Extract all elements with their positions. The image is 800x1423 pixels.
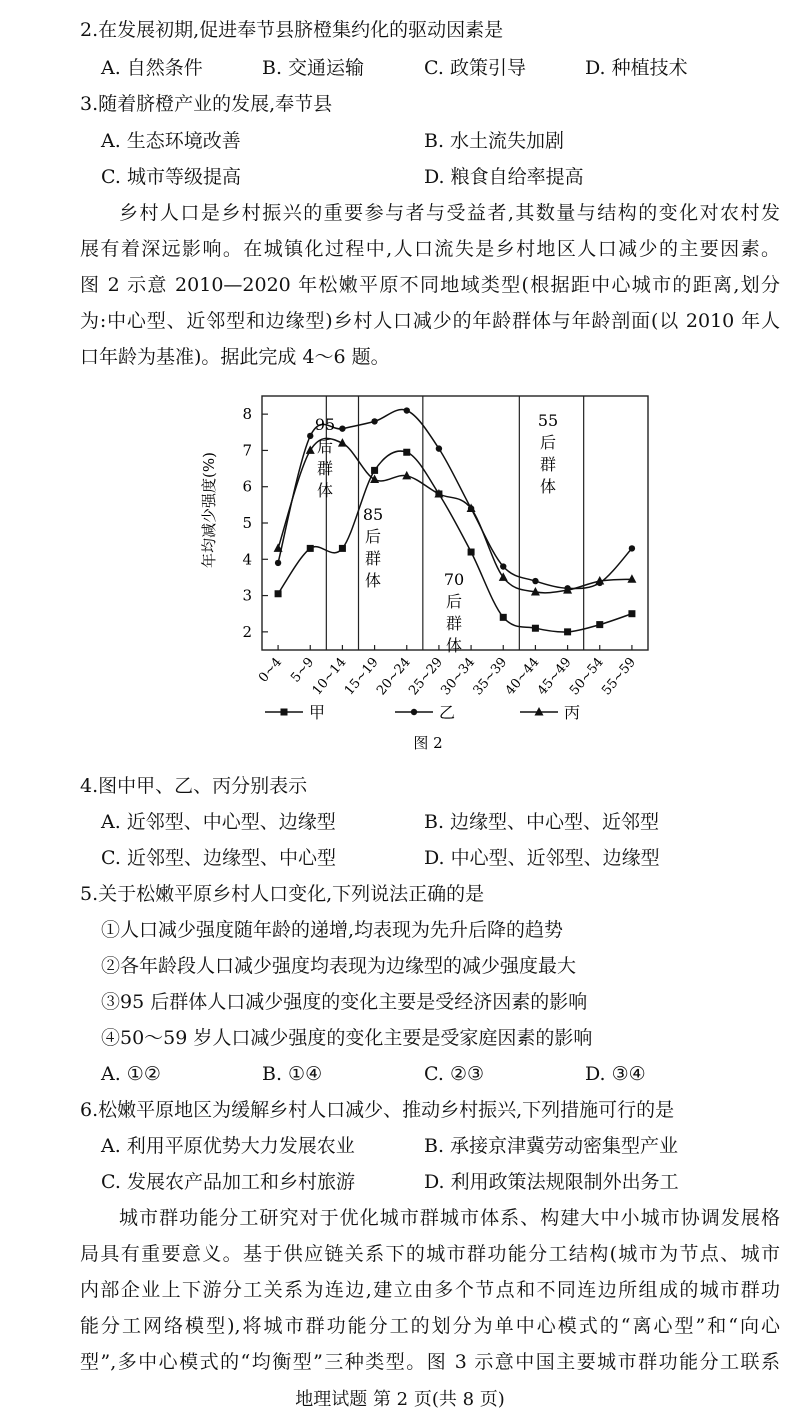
y-tick-label: 4 [242, 550, 252, 569]
q5-option-d: D. ③④ [585, 1063, 646, 1085]
q2-option-c: C. 政策引导 [424, 57, 526, 79]
q3-stem: 3.随着脐橙产业的发展,奉节县 [80, 93, 333, 115]
q4-option-a: A. 近邻型、中心型、边缘型 [101, 811, 336, 833]
x-tick-label: 25~29 [406, 654, 446, 699]
data-point-甲 [403, 449, 410, 456]
passage2-line: 城市群功能分工研究对于优化城市群城市体系、构建大中小城市协调发展格 [119, 1207, 780, 1229]
cohort-label: 95 [314, 415, 336, 434]
data-point-乙 [532, 578, 538, 584]
q3-option-d: D. 粮食自给率提高 [424, 166, 584, 188]
cohort-label: 后 [316, 437, 334, 456]
cohort-label: 85 [362, 505, 384, 524]
passage1-line: 为:中心型、近邻型和边缘型)乡村人口减少的年龄群体与年龄剖面(以 2010 年人 [80, 310, 780, 332]
q5-statement: ③95 后群体人口减少强度的变化主要是受经济因素的影响 [101, 991, 588, 1013]
data-point-甲 [532, 625, 539, 632]
q2-option-d: D. 种植技术 [585, 57, 688, 79]
data-point-甲 [628, 610, 635, 617]
data-point-乙 [629, 545, 635, 551]
data-point-乙 [436, 445, 442, 451]
q5-stem: 5.关于松嫩平原乡村人口变化,下列说法正确的是 [80, 883, 485, 905]
data-point-丙 [627, 574, 636, 583]
y-tick-label: 7 [242, 441, 252, 460]
cohort-label: 70 [443, 570, 465, 589]
x-tick-label: 15~19 [341, 654, 382, 699]
cohort-label: 群 [445, 614, 463, 633]
q5-option-c: C. ②③ [424, 1063, 485, 1085]
q3-option-c: C. 城市等级提高 [101, 166, 241, 188]
x-tick-label: 45~49 [534, 654, 575, 699]
line-chart [0, 370, 800, 770]
q5-statement: ①人口减少强度随年龄的递增,均表现为先升后降的趋势 [101, 919, 564, 941]
legend-label: 甲 [309, 703, 326, 722]
page-footer: 地理试题 第 2 页(共 8 页) [295, 1389, 505, 1410]
data-point-甲 [596, 621, 603, 628]
cohort-label: 体 [316, 481, 334, 500]
y-tick-label: 6 [242, 477, 252, 496]
q2-stem: 2.在发展初期,促进奉节县脐橙集约化的驱动因素是 [80, 19, 504, 41]
data-point-乙 [371, 418, 377, 424]
q6-option-b: B. 承接京津冀劳动密集型产业 [424, 1135, 679, 1157]
legend-label: 乙 [439, 703, 456, 722]
legend-marker [281, 709, 288, 716]
q4-option-c: C. 近邻型、边缘型、中心型 [101, 847, 336, 869]
data-point-甲 [371, 467, 378, 474]
q5-option-b: B. ①④ [262, 1063, 323, 1085]
data-point-甲 [275, 590, 282, 597]
q5-option-a: A. ①② [101, 1063, 161, 1085]
cohort-label: 体 [364, 571, 382, 590]
data-point-甲 [500, 614, 507, 621]
cohort-label: 群 [316, 459, 334, 478]
q4-option-d: D. 中心型、近邻型、边缘型 [424, 847, 660, 869]
passage1-line: 展有着深远影响。在城镇化过程中,人口流失是乡村地区人口减少的主要因素。 [80, 238, 780, 260]
passage1-line: 乡村人口是乡村振兴的重要参与者与受益者,其数量与结构的变化对农村发 [119, 202, 780, 224]
y-axis-label: 年均减少强度(%) [200, 452, 218, 568]
data-point-乙 [500, 563, 506, 569]
x-tick-label: 40~44 [502, 654, 543, 699]
data-point-甲 [564, 628, 571, 635]
y-tick-label: 2 [242, 622, 252, 641]
x-tick-label: 30~34 [438, 654, 479, 699]
x-tick-label: 55~59 [599, 654, 639, 699]
x-tick-label: 5~9 [288, 654, 318, 686]
cohort-label: 后 [539, 433, 557, 452]
y-tick-label: 5 [242, 514, 252, 532]
x-tick-label: 35~39 [470, 654, 511, 699]
data-point-甲 [468, 549, 475, 556]
q6-option-c: C. 发展农产品加工和乡村旅游 [101, 1171, 355, 1193]
q5-statement: ②各年龄段人口减少强度均表现为边缘型的减少强度最大 [101, 955, 577, 977]
q6-option-a: A. 利用平原优势大力发展农业 [101, 1135, 355, 1157]
q6-option-d: D. 利用政策法规限制外出务工 [424, 1171, 679, 1193]
passage1-line: 图 2 示意 2010—2020 年松嫩平原不同地域类型(根据距中心城市的距离,划分 [80, 274, 780, 296]
q3-option-a: A. 生态环境改善 [101, 130, 241, 152]
data-point-甲 [339, 545, 346, 552]
data-point-乙 [404, 407, 410, 413]
cohort-label: 55 [537, 411, 559, 430]
passage1-line: 口年龄为基准)。据此完成 4～6 题。 [80, 346, 390, 368]
chart-title: 图 2 [413, 734, 443, 752]
passage2-line: 局具有重要意义。基于供应链关系下的城市群功能分工结构(城市为节点、城市 [80, 1243, 780, 1265]
passage2-line: 能分工网络模型),将城市群功能分工的划分为单中心模式的“离心型”和“向心 [80, 1315, 780, 1337]
legend-label: 丙 [564, 703, 581, 722]
cohort-label: 体 [539, 477, 557, 496]
cohort-label: 后 [364, 527, 382, 546]
x-tick-label: 20~24 [374, 654, 414, 699]
legend-marker [411, 709, 417, 715]
q3-option-b: B. 水土流失加剧 [424, 130, 565, 152]
cohort-label: 后 [445, 592, 463, 611]
x-tick-label: 10~14 [309, 654, 350, 699]
q4-stem: 4.图中甲、乙、丙分别表示 [80, 775, 308, 797]
cohort-label: 群 [539, 455, 557, 474]
cohort-label: 群 [364, 549, 382, 568]
passage2-line: 型”,多中心模式的“均衡型”三种类型。图 3 示意中国主要城市群功能分工联系 [80, 1351, 780, 1373]
data-point-甲 [307, 545, 314, 552]
q2-option-a: A. 自然条件 [101, 57, 203, 79]
x-tick-label: 50~54 [567, 654, 607, 699]
data-point-乙 [339, 425, 345, 431]
data-point-乙 [275, 560, 281, 566]
q5-statement: ④50～59 岁人口减少强度的变化主要是受家庭因素的影响 [101, 1027, 593, 1049]
passage2-line: 内部企业上下游分工关系为连边,建立由多个节点和不同连边所组成的城市群功 [80, 1279, 780, 1301]
cohort-label: 体 [445, 636, 463, 655]
q6-stem: 6.松嫩平原地区为缓解乡村人口减少、推动乡村振兴,下列措施可行的是 [80, 1099, 675, 1121]
q2-option-b: B. 交通运输 [262, 57, 365, 79]
q4-option-b: B. 边缘型、中心型、近邻型 [424, 811, 660, 833]
data-point-乙 [307, 433, 313, 439]
y-tick-label: 8 [242, 405, 252, 424]
x-tick-label: 0~4 [256, 654, 286, 686]
y-tick-label: 3 [242, 586, 252, 605]
